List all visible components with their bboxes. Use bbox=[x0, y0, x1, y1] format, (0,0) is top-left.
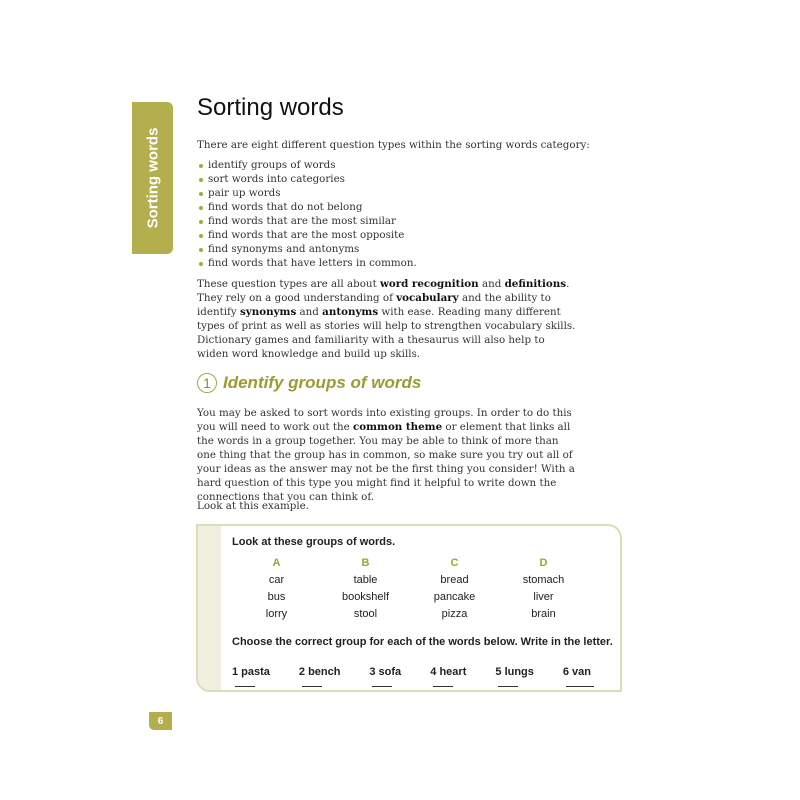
question-type-list bbox=[197, 158, 417, 270]
side-tab-label: Sorting words bbox=[144, 127, 161, 229]
group-word: pizza bbox=[441, 608, 468, 620]
example-box bbox=[196, 524, 622, 692]
answer-blank[interactable] bbox=[302, 686, 322, 687]
section-number-circle: 1 bbox=[197, 373, 217, 393]
group-letter: A bbox=[272, 557, 281, 569]
example-heading: Look at these groups of words. bbox=[232, 536, 396, 548]
answer-item: 6 van bbox=[563, 666, 620, 690]
answer-blank[interactable] bbox=[566, 686, 594, 687]
example-lead: Look at this example. bbox=[197, 500, 309, 512]
example-instruction: Choose the correct group for each of the words below. Write in the letter. bbox=[232, 636, 613, 648]
section-title: Identify groups of words bbox=[223, 373, 422, 392]
list-item: find words that are the most similar bbox=[197, 214, 417, 228]
section-paragraph: You may be asked to sort words into existing groups. In order to do this you will need to work out the common theme or element that links all the words in a group together. You may be able to think of more than one thing that the group has in common, so make sure you try out all of your ideas as the answer may not be the first thing you consider! With a hard question of this type you might find it helpful to write down the connections that you can think of. bbox=[197, 407, 575, 503]
group-letter: B bbox=[361, 557, 370, 569]
list-item: find words that have letters in common. bbox=[197, 256, 417, 270]
answer-row bbox=[232, 666, 620, 690]
group-letter: C bbox=[450, 557, 459, 569]
group-word: car bbox=[268, 574, 285, 586]
group-word: pancake bbox=[433, 591, 476, 603]
overview-paragraph: These question types are all about word recognition and definitions. They rely on a good understanding of vocabulary and the ability to identify synonyms and antonyms with ease. Reading many different types of print as well as stories will help to strengthen vocabulary skills. Dictionary games and familiarity with a thesaurus will also help to widen word knowledge and build up skills. bbox=[197, 278, 576, 360]
group-word: stool bbox=[353, 608, 378, 620]
group-word: brain bbox=[531, 608, 556, 620]
word-groups-table bbox=[232, 557, 592, 620]
list-item: find synonyms and antonyms bbox=[197, 242, 417, 256]
page-number: 6 bbox=[149, 712, 172, 730]
group-word: bread bbox=[440, 574, 469, 586]
list-item: find words that are the most opposite bbox=[197, 228, 417, 242]
group-word: liver bbox=[533, 591, 554, 603]
chapter-side-tab bbox=[132, 102, 173, 254]
answer-blank[interactable] bbox=[235, 686, 255, 687]
answer-item: 1 pasta bbox=[232, 666, 291, 690]
group-word: table bbox=[353, 574, 378, 586]
list-item: find words that do not belong bbox=[197, 200, 417, 214]
answer-item: 4 heart bbox=[430, 666, 487, 690]
group-word: lorry bbox=[265, 608, 288, 620]
list-item: sort words into categories bbox=[197, 172, 417, 186]
intro-text: There are eight different question types within the sorting words category: bbox=[197, 139, 590, 151]
answer-blank[interactable] bbox=[433, 686, 453, 687]
group-letter: D bbox=[539, 557, 548, 569]
list-item: identify groups of words bbox=[197, 158, 417, 172]
group-word: bookshelf bbox=[341, 591, 390, 603]
answer-item: 2 bench bbox=[299, 666, 361, 690]
box-side-strip bbox=[198, 526, 221, 690]
section-heading bbox=[197, 373, 421, 393]
answer-blank[interactable] bbox=[372, 686, 392, 687]
answer-blank[interactable] bbox=[498, 686, 518, 687]
list-item: pair up words bbox=[197, 186, 417, 200]
page-title: Sorting words bbox=[197, 94, 344, 121]
answer-item: 3 sofa bbox=[369, 666, 422, 690]
group-word: stomach bbox=[522, 574, 565, 586]
group-word: bus bbox=[267, 591, 286, 603]
answer-item: 5 lungs bbox=[495, 666, 554, 690]
